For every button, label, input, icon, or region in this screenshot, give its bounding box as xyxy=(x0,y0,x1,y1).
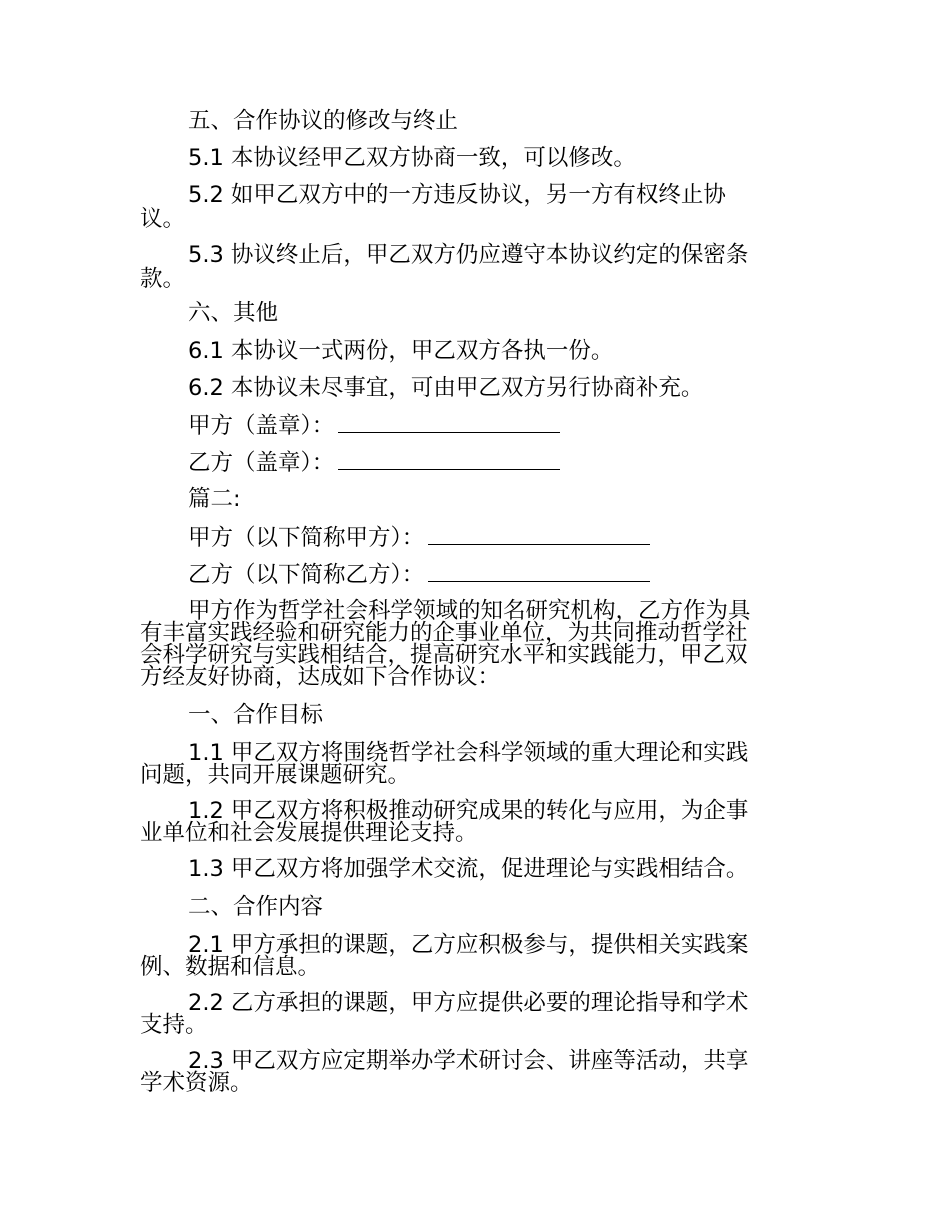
part-title: 篇二: xyxy=(188,486,241,512)
signature-label: 甲方（盖章）： xyxy=(188,413,335,439)
signature-blank xyxy=(338,412,560,433)
clause-text: 5.2 如甲乙双方中的一方违反协议，另一方有权终止协 xyxy=(188,182,726,208)
clause-text: 5.3 协议终止后，甲乙双方仍应遵守本协议约定的保密条 xyxy=(188,242,749,268)
party-line-a xyxy=(188,524,650,551)
clause-text-continued: 问题，共同开展课题研究。 xyxy=(140,762,411,788)
party-line-b xyxy=(188,561,650,588)
signature-blank xyxy=(338,449,560,470)
section-heading: 五、合作协议的修改与终止 xyxy=(188,108,459,134)
section-heading: 六、其他 xyxy=(188,300,279,326)
party-blank xyxy=(428,524,650,545)
clause-text: 2.2 乙方承担的课题，甲方应提供必要的理论指导和学术 xyxy=(188,990,749,1016)
clause-text: 1.3 甲乙双方将加强学术交流，促进理论与实践相结合。 xyxy=(188,856,749,882)
intro-text: 甲方作为哲学社会科学领域的知名研究机构，乙方作为具 xyxy=(188,598,751,624)
clause-text: 5.1 本协议经甲乙双方协商一致，可以修改。 xyxy=(188,145,636,171)
clause-text-continued: 例、数据和信息。 xyxy=(140,954,321,980)
clause-text-continued: 款。 xyxy=(140,266,186,292)
clause-text-continued: 议。 xyxy=(140,206,186,232)
party-label: 乙方（以下简称乙方）： xyxy=(188,562,425,588)
signature-line-party-a xyxy=(188,412,560,439)
intro-text: 会科学研究与实践相结合，提高研究水平和实践能力，甲乙双 xyxy=(140,642,748,668)
signature-label: 乙方（盖章）： xyxy=(188,450,335,476)
clause-text-continued: 支持。 xyxy=(140,1012,208,1038)
clause-text-continued: 业单位和社会发展提供理论支持。 xyxy=(140,820,478,846)
section-heading: 二、合作内容 xyxy=(188,894,324,920)
clause-text: 1.1 甲乙双方将围绕哲学社会科学领域的重大理论和实践 xyxy=(188,740,749,766)
section-heading: 一、合作目标 xyxy=(188,702,324,728)
clause-text: 2.3 甲乙双方应定期举办学术研讨会、讲座等活动，共享 xyxy=(188,1048,749,1074)
intro-text: 有丰富实践经验和研究能力的企事业单位，为共同推动哲学社 xyxy=(140,620,748,646)
party-blank xyxy=(428,561,650,582)
party-label: 甲方（以下简称甲方）： xyxy=(188,525,425,551)
clause-text-continued: 学术资源。 xyxy=(140,1070,253,1096)
clause-text: 6.2 本协议未尽事宜，可由甲乙双方另行协商补充。 xyxy=(188,375,704,401)
signature-line-party-b xyxy=(188,449,560,476)
clause-text: 2.1 甲方承担的课题，乙方应积极参与，提供相关实践案 xyxy=(188,932,749,958)
intro-text: 方经友好协商，达成如下合作协议： xyxy=(140,664,501,690)
clause-text: 1.2 甲乙双方将积极推动研究成果的转化与应用，为企事 xyxy=(188,798,749,824)
clause-text: 6.1 本协议一式两份，甲乙双方各执一份。 xyxy=(188,338,614,364)
